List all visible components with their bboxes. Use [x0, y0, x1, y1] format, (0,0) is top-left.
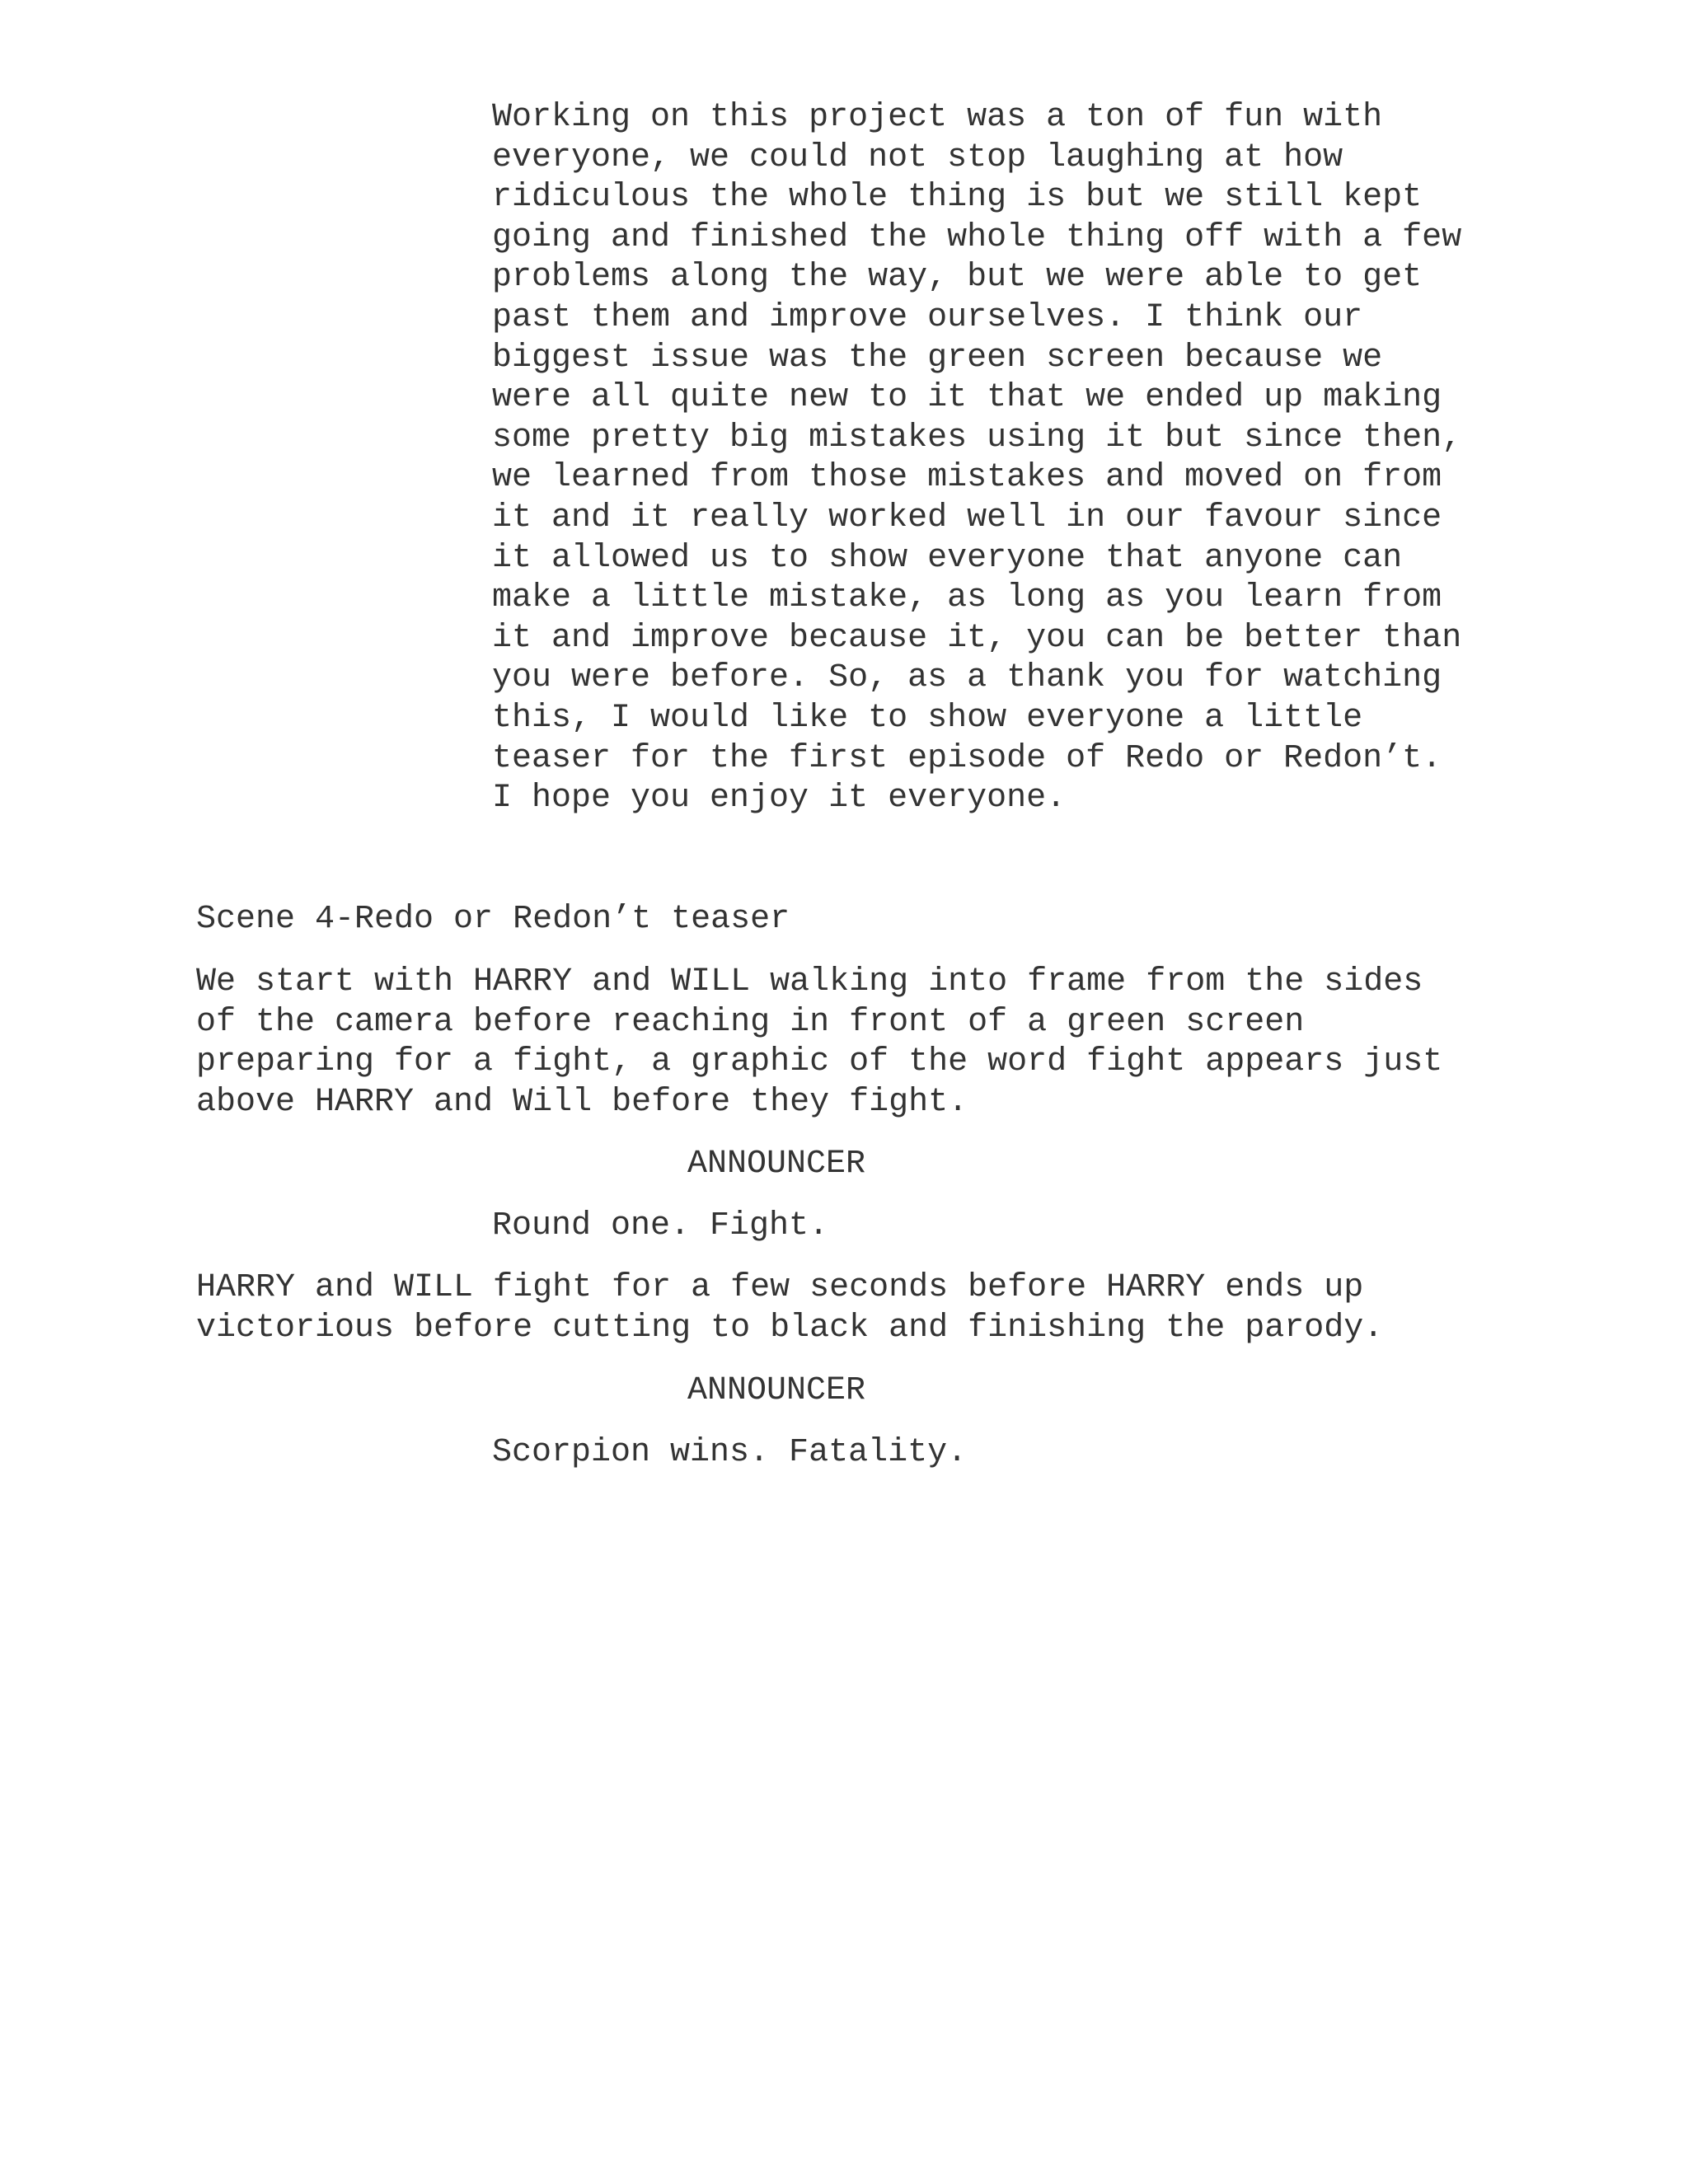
dialogue-block: Scorpion wins. Fatality.: [492, 1434, 968, 1471]
scene-heading: Scene 4-Redo or Redon’t teaser: [196, 901, 790, 938]
dialogue-block: Round one. Fight.: [492, 1207, 829, 1244]
character-name: ANNOUNCER: [687, 1372, 866, 1409]
dialogue-block: Working on this project was a ton of fun with everyone, we could not stop laughing at how ridiculous the whole thing is but we still kept going and finished the whole thing off with a few problems along the way, but we were able to get past them and improve ourselves. I think our biggest issue was the green screen because we were all quite new to it that we ended up making some pretty big mistakes using it but since then, we learned from those mistakes and moved on from it and it really worked well in our favour since it allowed us to show everyone that anyone can make a little mistake, as long as you learn from it and improve because it, you can be better than you were before. So, as a thank you for watching this, I would like to show everyone a little teaser for the first episode of Redo or Redon’t. I hope you enjoy it everyone.: [492, 99, 1462, 818]
action-block: We start with HARRY and WILL walking into frame from the sides of the camera before reaching in front of a green screen preparing for a fight, a graphic of the word fight appears just above HARRY and Will before they fight.: [196, 963, 1443, 1121]
character-name: ANNOUNCER: [687, 1146, 866, 1183]
action-block: HARRY and WILL fight for a few seconds before HARRY ends up victorious before cutting to black and finishing the parody.: [196, 1269, 1384, 1347]
